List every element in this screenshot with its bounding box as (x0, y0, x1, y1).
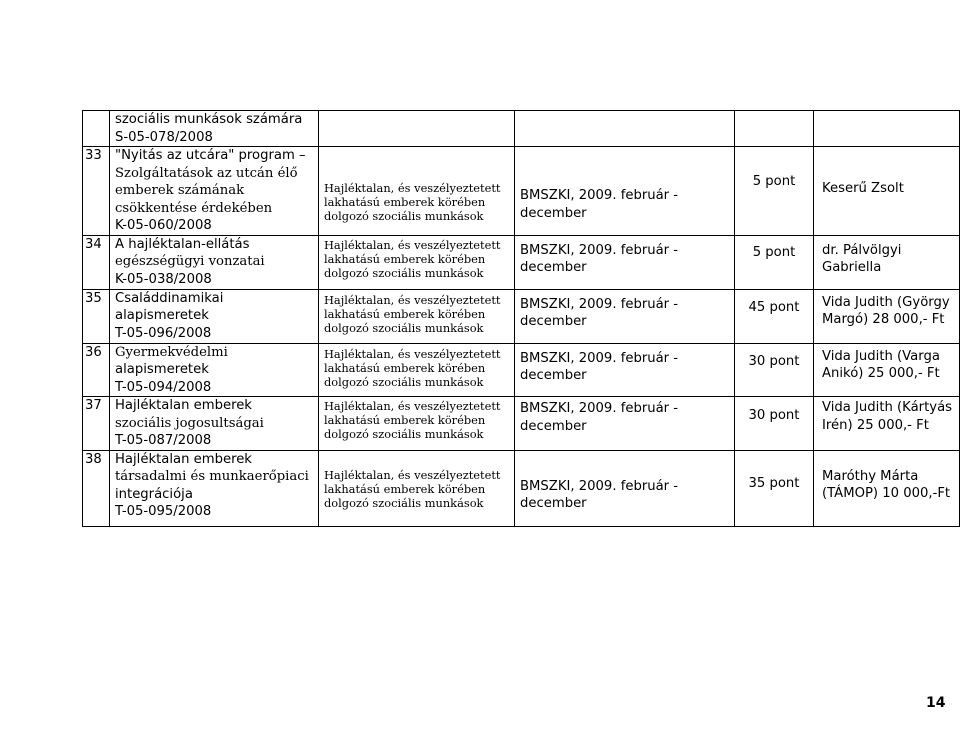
table-row (83, 289, 960, 343)
place-cell (515, 235, 735, 289)
page-number: 14 (926, 695, 946, 711)
target-line: dolgozó szociális munkások (324, 209, 484, 223)
points-cell (735, 450, 814, 526)
row-number-cell (83, 147, 110, 236)
place-cell (515, 111, 735, 147)
target-line: dolgozó szociális munkások (324, 320, 484, 335)
title-line: T-05-096/2008 (115, 325, 212, 341)
target-line: dolgozó szociális munkások (324, 427, 484, 441)
lecturer-cell (814, 147, 960, 236)
lecturer-cell (814, 111, 960, 147)
row-number-cell (83, 289, 110, 343)
place-cell (515, 343, 735, 397)
title-line: Hajléktalan emberek (115, 451, 252, 467)
place-line: BMSZKI, 2009. február - (520, 401, 679, 416)
points-cell (735, 289, 814, 343)
training-table (82, 110, 960, 527)
title-cell (110, 343, 319, 397)
place-cell (515, 289, 735, 343)
lecturer-line: Gabriella (822, 260, 882, 275)
title-line: A hajléktalan-ellátás (115, 236, 250, 252)
table-row (83, 397, 960, 451)
lecturer-line: Vida Judith (György (822, 294, 950, 310)
title-line: T-05-095/2008 (115, 504, 212, 519)
lecturer-cell (814, 343, 960, 397)
place-line: december (520, 496, 587, 511)
points-value: 45 pont (748, 299, 800, 315)
row-number-cell (83, 343, 110, 397)
title-line: alapismeretek (115, 308, 209, 323)
points-cell (735, 147, 814, 236)
row-number: 35 (85, 290, 102, 306)
place-line: december (520, 260, 587, 275)
table-row (83, 147, 960, 236)
row-number: 34 (85, 236, 102, 252)
points-value: 30 pont (748, 408, 800, 423)
title-cell (110, 289, 319, 343)
title-line: egészségügyi vonzatai (115, 254, 265, 269)
place-line: BMSZKI, 2009. február - (520, 350, 679, 366)
target-cell (319, 111, 515, 147)
target-group-cell (319, 397, 515, 451)
title-line: szociális jogosultságai (115, 415, 264, 431)
place-line: december (520, 314, 587, 329)
target-line: lakhatású emberek körében (324, 306, 486, 321)
target-group-cell (319, 450, 515, 526)
title-line: alapismeretek (115, 362, 209, 377)
title-line: emberek számának (115, 183, 245, 198)
target-line: Hajléktalan, és veszélyeztetett (324, 399, 501, 413)
target-group-cell (319, 289, 515, 343)
target-line: Hajléktalan, és veszélyeztetett (324, 181, 501, 195)
title-cell (110, 397, 319, 451)
target-group-cell (319, 235, 515, 289)
title-line: T-05-094/2008 (115, 379, 212, 395)
lecturer-line: Anikó) 25 000,- Ft (822, 366, 940, 381)
table-row-continued (83, 111, 960, 147)
num-cell (83, 111, 110, 147)
lecturer-line: Irén) 25 000,- Ft (822, 417, 929, 433)
table-row (83, 343, 960, 397)
title-line: K-05-038/2008 (115, 271, 212, 287)
place-line: december (520, 368, 587, 383)
points-value: 35 pont (748, 475, 800, 491)
title-cell (110, 450, 319, 526)
lecturer-line: dr. Pálvölgyi (822, 242, 902, 258)
title-cell (110, 111, 319, 147)
title-line: integrációja (115, 486, 193, 502)
title-line: Gyermekvédelmi (115, 344, 228, 360)
place-cell (515, 147, 735, 236)
title-line: Hajléktalan emberek (115, 398, 252, 413)
place-line: december (520, 205, 587, 221)
points-cell (735, 111, 814, 147)
lecturer-line: Margó) 28 000,- Ft (822, 312, 945, 327)
title-cell (110, 147, 319, 236)
target-line: lakhatású emberek körében (324, 360, 486, 375)
title-line: társadalmi és munkaerőpiaci (115, 469, 309, 484)
place-line: BMSZKI, 2009. február - (520, 188, 679, 203)
points-value: 30 pont (748, 353, 800, 369)
points-cell (735, 343, 814, 397)
target-group-cell (319, 343, 515, 397)
title-cell (110, 235, 319, 289)
title-line: csökkentése érdekében (115, 200, 273, 216)
row-number-cell (83, 235, 110, 289)
lecturer-line: Keserű Zsolt (822, 181, 904, 196)
lecturer-cell (814, 235, 960, 289)
target-line: lakhatású emberek körében (324, 195, 486, 209)
row-number: 36 (85, 344, 102, 360)
title-line: "Nyitás az utcára" program – (115, 148, 306, 163)
title-line: Szolgáltatások az utcán élő (115, 165, 298, 181)
lecturer-cell (814, 397, 960, 451)
place-line: BMSZKI, 2009. február - (520, 296, 679, 312)
target-line: dolgozó szociális munkások (324, 495, 484, 510)
target-line: lakhatású emberek körében (324, 481, 486, 496)
target-line: lakhatású emberek körében (324, 251, 486, 266)
title-line: S-05-078/2008 (115, 129, 213, 145)
table-row (83, 450, 960, 526)
row-number-cell (83, 450, 110, 526)
target-line: lakhatású emberek körében (324, 413, 486, 427)
lecturer-line: Vida Judith (Varga (822, 348, 940, 364)
row-number: 37 (85, 398, 102, 413)
table-row (83, 235, 960, 289)
row-number: 33 (85, 148, 102, 163)
points-cell (735, 397, 814, 451)
lecturer-line: (TÁMOP) 10 000,-Ft (822, 486, 951, 501)
target-group-cell (319, 147, 515, 236)
lecturer-line: Maróthy Márta (822, 468, 919, 484)
target-line: Hajléktalan, és veszélyeztetett (324, 346, 501, 361)
points-value: 5 pont (752, 244, 796, 260)
place-line: december (520, 418, 587, 434)
title-line: Családdinamikai (115, 290, 224, 306)
lecturer-cell (814, 289, 960, 343)
target-line: Hajléktalan, és veszélyeztetett (324, 467, 501, 482)
place-cell (515, 450, 735, 526)
lecturer-cell (814, 450, 960, 526)
target-line: dolgozó szociális munkások (324, 374, 484, 389)
target-line: Hajléktalan, és veszélyeztetett (324, 237, 501, 252)
target-line: dolgozó szociális munkások (324, 265, 484, 280)
target-line: Hajléktalan, és veszélyeztetett (324, 292, 501, 307)
points-cell (735, 235, 814, 289)
title-line: szociális munkások számára (115, 112, 303, 127)
lecturer-line: Vida Judith (Kártyás (822, 400, 953, 415)
points-value: 5 pont (752, 174, 796, 189)
title-line: T-05-087/2008 (115, 433, 212, 448)
place-line: BMSZKI, 2009. február - (520, 242, 679, 258)
place-line: BMSZKI, 2009. február - (520, 478, 679, 494)
row-number-cell (83, 397, 110, 451)
place-cell (515, 397, 735, 451)
title-line: K-05-060/2008 (115, 218, 212, 233)
row-number: 38 (85, 451, 102, 467)
